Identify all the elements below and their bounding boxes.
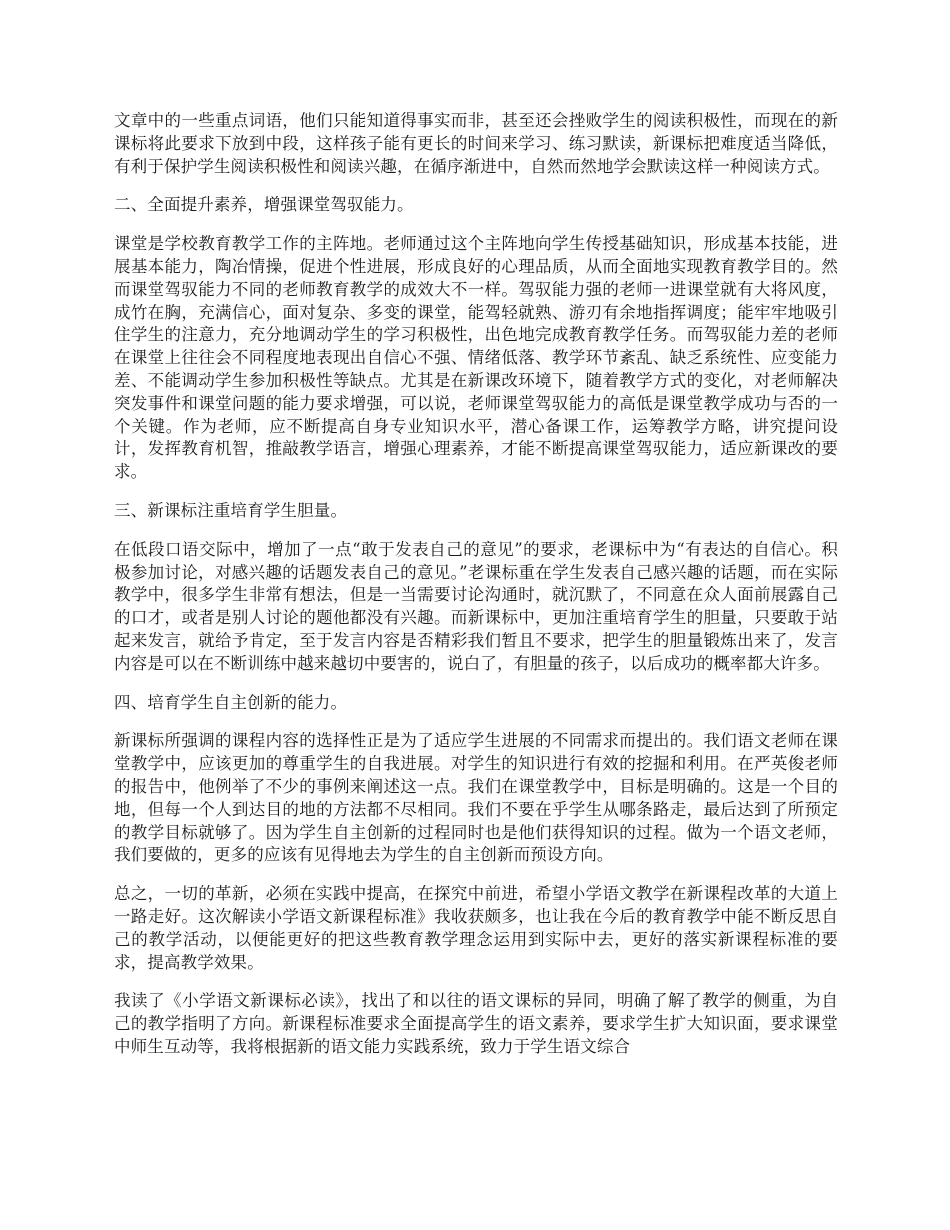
section-heading-3: 三、新课标注重培育学生胆量。 (114, 500, 348, 520)
paragraph-courage: 在低段口语交际中，增加了一点“敢于发表自己的意见”的要求，老课标中为“有表达的自信心。积极参加讨论，对感兴趣的话题发表自己的意见。”老课标重在学生发表自己感兴趣的话题，而在实际教学中，很多学生非常有想法，但是一当需要讨论沟通时，就沉默了，不同意在众人面前展露自己的口才，或者是别人讨论的题他都没有兴趣。而新课标中，更加注重培育学生的胆量，只要敢于站起来发言，就给予肯定，至于发言内容是否精彩我们暂且不要求，把学生的胆量锻炼出来了，发言内容是可以在不断训练中越来越切中要害的，说白了，有胆量的孩子，以后成功的概率都大许多。 (114, 539, 838, 673)
paragraph-reading-notes: 我读了《小学语文新课标必读》，找出了和以往的语文课标的异同，明确了解了教学的侧重，为自己的教学指明了方向。新课程标准要求全面提高学生的语文素养，要求学生扩大知识面，要求课堂中师生互动等，我将根据新的语文能力实践系统，致力于学生语文综合 (114, 991, 838, 1056)
paragraph-classroom-control: 课堂是学校教育教学工作的主阵地。老师通过这个主阵地向学生传授基础知识，形成基本技能，进展基本能力，陶冶情操，促进个性进展，形成良好的心理品质，从而全面地实现教育教学目的。然而课堂驾驭能力不同的老师教育教学的成效大不一样。驾驭能力强的老师一进课堂就有大将风度，成竹在胸，充满信心，面对复杂、多变的课堂，能驾轻就熟、游刃有余地指挥调度；能牢牢地吸引住学生的注意力，充分地调动学生的学习积极性，出色地完成教育教学任务。而驾驭能力差的老师在课堂上往往会不同程度地表现出自信心不强、情绪低落、教学环节紊乱、缺乏系统性、应变能力差、不能调动学生参加积极性等缺点。尤其是在新课改环境下，随着教学方式的变化，对老师解决突发事件和课堂问题的能力要求增强，可以说，老师课堂驾驭能力的高低是课堂教学成功与否的一个关键。作为老师，应不断提高自身专业知识水平，潜心备课工作，运筹教学方略，讲究提问设计，发挥教育机智，推敲教学语言，增强心理素养，才能不断提高课堂驾驭能力，适应新课改的要求。 (114, 234, 838, 482)
document-body (114, 110, 838, 1075)
section-heading-2: 二、全面提升素养，增强课堂驾驭能力。 (114, 195, 414, 215)
paragraph-innovation: 新课标所强调的课程内容的选择性正是为了适应学生进展的不同需求而提出的。我们语文老师在课堂教学中，应该更加的尊重学生的自我进展。对学生的知识进行有效的挖掘和利用。在严英俊老师的报告中，他例举了不少的事例来阐述这一点。我们在课堂教学中，目标是明确的。这是一个目的地，但每一个人到达目的地的方法都不尽相同。我们不要在乎学生从哪条路走，最后达到了所预定的教学目标就够了。因为学生自主创新的过程同时也是他们获得知识的过程。做为一个语文老师，我们要做的，更多的应该有见得地去为学生的自主创新而预设方向。 (114, 731, 838, 865)
paragraph-reading-intro: 文章中的一些重点词语，他们只能知道得事实而非，甚至还会挫败学生的阅读积极性，而现在的新课标将此要求下放到中段，这样孩子能有更长的时间来学习、练习默读，新课标把难度适当降低，有利于保护学生阅读积极性和阅读兴趣，在循序渐进中，自然而然地学会默读这样一种阅读方式。 (114, 111, 838, 176)
paragraph-conclusion: 总之，一切的革新，必须在实践中提高，在探究中前进，希望小学语文教学在新课程改革的大道上一路走好。这次解读小学语文新课程标准》我收获颇多，也让我在今后的教育教学中能不断反思自己的教学活动，以便能更好的把这些教育教学理念运用到实际中去，更好的落实新课程标准的要求，提高教学效果。 (114, 884, 838, 972)
section-heading-4: 四、培育学生自主创新的能力。 (114, 692, 348, 712)
